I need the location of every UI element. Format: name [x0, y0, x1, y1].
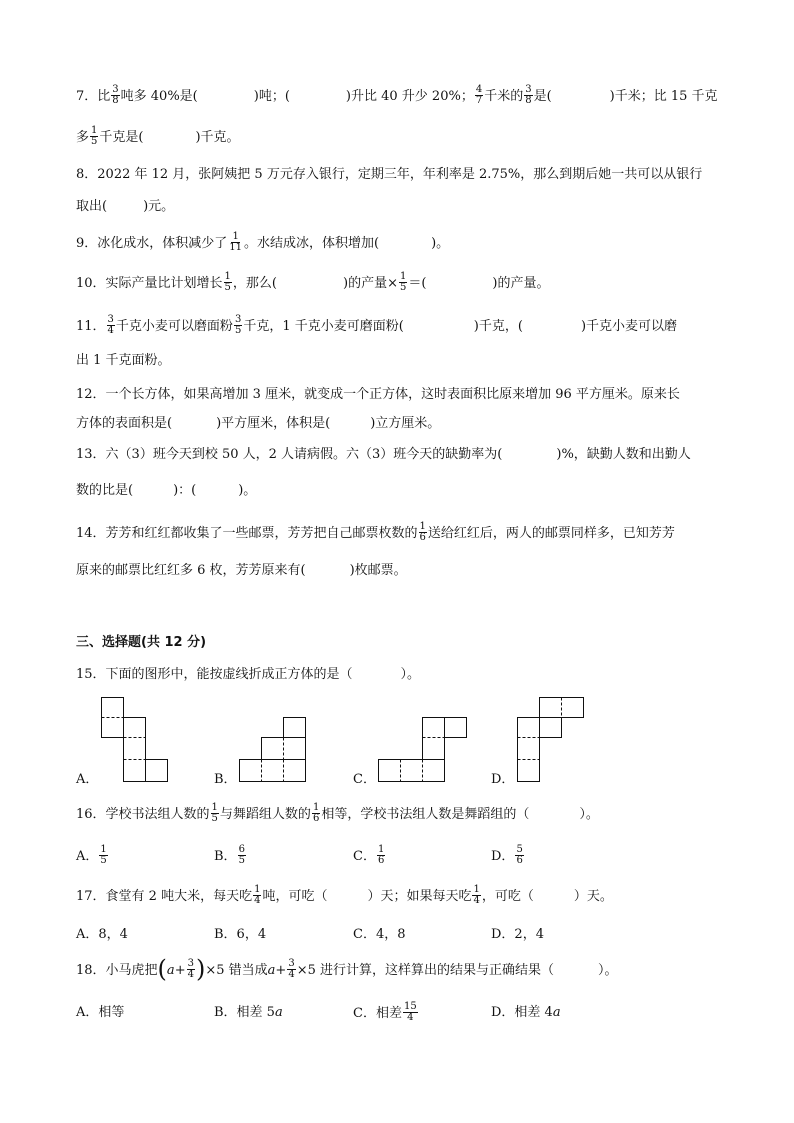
text: )千克。 [195, 130, 240, 145]
net-outline [518, 718, 540, 782]
text: 取出( [76, 199, 108, 214]
question-18 [76, 954, 618, 983]
text: 7．比 [76, 89, 111, 104]
option-label: C． [353, 849, 376, 864]
fraction [419, 522, 427, 543]
fraction [90, 126, 98, 147]
text: 千米的 [484, 89, 524, 104]
question-15 [76, 665, 420, 685]
text: ）。 [597, 963, 618, 978]
cube-net-d [516, 696, 586, 786]
variable: a [552, 1005, 561, 1020]
text: 10．实际产量比计划增长 [76, 276, 223, 291]
denominator: 4 [407, 1012, 414, 1023]
denominator: 4 [107, 325, 114, 336]
question-14-line-1 [76, 523, 675, 544]
numerator: 6 [238, 844, 245, 855]
denominator: 8 [525, 95, 532, 106]
text: 是( [533, 89, 552, 104]
option-label: D． [491, 849, 515, 864]
fraction [228, 232, 243, 253]
option-a-label[interactable]: A． [76, 772, 99, 787]
text: )立方厘米。 [370, 416, 441, 431]
text: 多 [76, 130, 90, 145]
option-label: B． [214, 849, 237, 864]
denominator: 6 [312, 813, 320, 824]
fraction [472, 885, 480, 906]
denominator: 5 [100, 855, 107, 866]
cube-net-a [100, 696, 170, 786]
section-title: 三、选择题(共 12 分) [76, 635, 207, 650]
denominator: 5 [224, 282, 231, 293]
fraction [187, 959, 195, 980]
fraction [238, 845, 246, 866]
text: )升比 40 升少 20%； [345, 89, 474, 104]
text: 相等，学校书法组人数是舞蹈组的（ [321, 807, 530, 822]
text: 17．食堂有 2 吨大米，每天吃 [76, 889, 253, 904]
fraction [287, 959, 295, 980]
option-d[interactable] [491, 846, 525, 867]
text: 14．芳芳和红红都收集了一些邮票，芳芳把自己邮票枚数的 [76, 526, 418, 541]
denominator: 11 [229, 242, 243, 253]
numerator: 3 [107, 314, 114, 325]
question-9 [76, 233, 449, 254]
numerator: 15 [403, 1001, 417, 1012]
numerator: 3 [525, 84, 532, 95]
numerator: 3 [288, 958, 295, 969]
fraction [111, 85, 119, 106]
text: 9．冰化成水，体积减少了 [76, 236, 228, 251]
net-outline [379, 760, 445, 782]
numerator: 1 [224, 271, 231, 282]
question-7-line-1 [76, 86, 718, 107]
variable: a [267, 963, 276, 978]
option-text: D．相差 4 [491, 1005, 553, 1020]
option-text: C．相差 [353, 1006, 402, 1021]
text: 千克是( [99, 130, 144, 145]
fraction [312, 803, 320, 824]
right-parenthesis: ) [195, 954, 206, 983]
fraction [253, 885, 261, 906]
net-outline [423, 718, 445, 760]
question-13-line-1 [76, 445, 691, 465]
numerator: 1 [232, 231, 239, 242]
fraction [211, 803, 219, 824]
cube-net-c [377, 716, 469, 786]
fraction [524, 85, 532, 106]
question-10 [76, 273, 550, 294]
option-a[interactable]: A．相等 [76, 1005, 125, 1020]
text: )。 [238, 483, 257, 498]
text: ×5 进行计算，这样算出的结果与正确结果（ [296, 963, 554, 978]
text: 16．学校书法组人数的 [76, 807, 210, 822]
option-c[interactable] [353, 1003, 419, 1024]
text: )。 [431, 236, 450, 251]
denominator: 4 [288, 969, 295, 980]
operator: + [275, 963, 287, 978]
text: 吨多 40%是( [120, 89, 198, 104]
denominator: 4 [187, 969, 194, 980]
variable: a [274, 1005, 283, 1020]
text: )的产量。 [492, 276, 550, 291]
numerator: 3 [187, 958, 194, 969]
denominator: 5 [211, 813, 218, 824]
numerator: 4 [475, 84, 483, 95]
text: )千克，( [473, 319, 523, 334]
question-12-line-2 [76, 414, 440, 434]
numerator: 1 [211, 802, 218, 813]
text: ＝( [408, 276, 427, 291]
numerator: 1 [399, 271, 407, 282]
question-8-line-2 [76, 197, 174, 217]
cube-net-b [238, 716, 308, 786]
question-8-line-1: 8．2022 年 12 月，张阿姨把 5 万元存入银行，定期三年，年利率是 2.75%，那么到期后她一共可以从银行 [76, 167, 703, 182]
net-outline [146, 760, 168, 782]
option-b[interactable] [214, 1003, 283, 1023]
text: )平方厘米，体积是( [216, 416, 331, 431]
text: 方体的表面积是( [76, 416, 173, 431]
text: 吨，可吃（ [262, 889, 328, 904]
denominator: 6 [377, 855, 385, 866]
numerator: 1 [377, 844, 385, 855]
fraction [377, 845, 385, 866]
variable: a [166, 963, 175, 978]
net-outline [445, 718, 467, 738]
numerator: 1 [473, 884, 480, 895]
denominator: 4 [254, 895, 261, 906]
net-outline [124, 718, 146, 782]
text: ）。 [579, 807, 599, 822]
text: )枚邮票。 [349, 563, 407, 578]
text: 数的比是( [76, 483, 134, 498]
fraction [224, 272, 232, 293]
text: )千米；比 15 千克 [609, 89, 718, 104]
text: ）天。 [573, 889, 613, 904]
text: 。水结成冰，体积增加( [244, 236, 380, 251]
text: ）天；如果每天吃 [367, 889, 472, 904]
numerator: 1 [91, 125, 98, 136]
denominator: 7 [475, 95, 483, 106]
numerator: 5 [516, 844, 523, 855]
text: )的产量× [343, 276, 398, 291]
text: )千克小麦可以磨 [580, 319, 678, 334]
text: 与舞蹈组人数的 [219, 807, 311, 822]
option-c[interactable] [353, 846, 386, 867]
net-outline [284, 718, 306, 738]
question-13-line-2 [76, 481, 256, 501]
text: ，可吃（ [481, 889, 534, 904]
text: ×5 错当成 [205, 963, 268, 978]
denominator: 6 [419, 532, 426, 543]
text: 原来的邮票比红红多 6 枚，芳芳原来有( [76, 563, 306, 578]
denominator: 8 [112, 95, 119, 106]
text: 11． [76, 319, 106, 334]
option-a[interactable]: A．8，4 [76, 927, 128, 942]
denominator: 4 [473, 895, 480, 906]
text: )元。 [143, 199, 175, 214]
fraction [234, 315, 242, 336]
text: ）。 [400, 667, 421, 682]
option-c-label[interactable]: C． [353, 772, 376, 787]
text: ，那么( [232, 276, 277, 291]
text: 送给红红后，两人的邮票同样多，已知芳芳 [427, 526, 675, 541]
fraction [99, 845, 107, 866]
text: )%，缺勤人数和出勤人 [556, 447, 691, 462]
numerator: 1 [312, 802, 320, 813]
left-parenthesis: ( [157, 954, 167, 983]
net-outline [240, 760, 306, 782]
option-d[interactable]: D．2，4 [491, 927, 544, 942]
question-16 [76, 804, 599, 825]
fraction [399, 272, 407, 293]
text: )：( [173, 483, 197, 498]
question-11-line-2: 出 1 千克面粉。 [76, 353, 171, 368]
option-d-label[interactable]: D． [491, 772, 515, 787]
operator: + [174, 963, 186, 978]
text: 千克，1 千克小麦可磨面粉( [243, 319, 404, 334]
text: )吨；( [253, 89, 290, 104]
numerator: 1 [100, 844, 107, 855]
denominator: 5 [91, 136, 98, 147]
question-7-line-2 [76, 127, 240, 148]
fraction [107, 315, 115, 336]
fraction [515, 845, 523, 866]
option-b-label[interactable]: B． [214, 772, 237, 787]
denominator: 5 [399, 282, 407, 293]
question-11-line-1 [76, 316, 677, 337]
option-text: B．相差 5 [214, 1005, 275, 1020]
option-b[interactable] [214, 846, 247, 867]
text: 千克小麦可以磨面粉 [115, 319, 233, 334]
numerator: 1 [419, 521, 426, 532]
denominator: 5 [234, 325, 242, 336]
numerator: 3 [112, 84, 119, 95]
text: 18．小马虎把 [76, 963, 158, 978]
option-d[interactable] [491, 1003, 561, 1023]
text: 13．六（3）班今天到校 50 人，2 人请病假。六（3）班今天的缺勤率为( [76, 447, 503, 462]
net-outline [540, 718, 562, 738]
option-a[interactable] [76, 846, 109, 867]
question-14-line-2 [76, 561, 407, 581]
denominator: 6 [516, 855, 523, 866]
question-17 [76, 886, 613, 907]
question-12-line-1: 12．一个长方体，如果高增加 3 厘米，就变成一个正方体，这时表面积比原来增加 96 平方厘米。原来长 [76, 387, 680, 402]
text: 15．下面的图形中，能按虚线折成正方体的是（ [76, 667, 353, 682]
numerator: 1 [254, 884, 261, 895]
fraction [403, 1002, 418, 1023]
numerator: 3 [234, 314, 242, 325]
option-label: A． [76, 849, 99, 864]
fraction [475, 85, 483, 106]
denominator: 5 [238, 855, 245, 866]
option-c[interactable]: C．4，8 [353, 927, 406, 942]
option-b[interactable]: B．6，4 [214, 927, 267, 942]
